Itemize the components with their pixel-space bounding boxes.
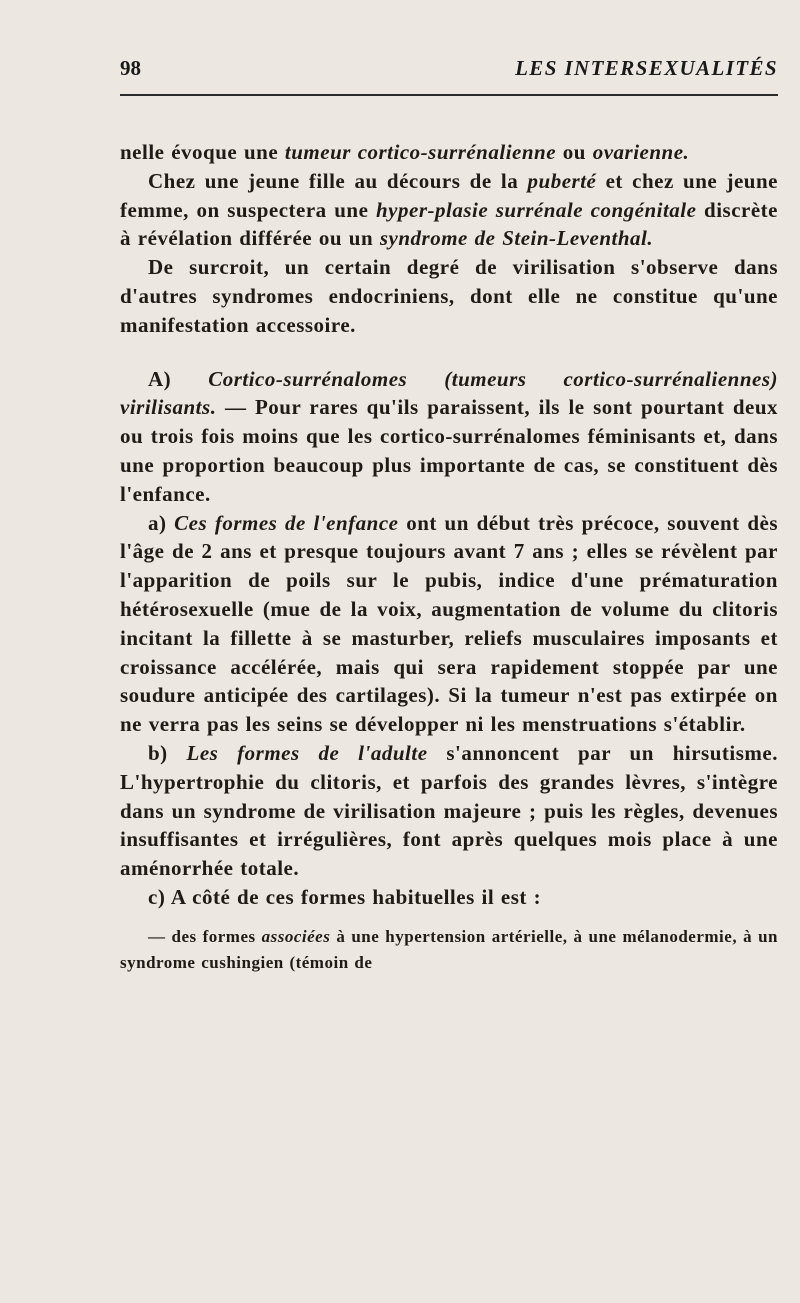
paragraph-item-c: c) A côté de ces formes habituelles il est :	[148, 884, 542, 909]
paragraph-item-a: a) Ces formes de l'enfance ont un début très précoce, souvent dès l'âge de 2 ans et presque toujours avant 7 ans ; elles se révèlent par l'apparition de poils sur le pubis, indice d'une prématuration hétérosexuelle (mue de la voix, augmentation de volume du clitoris incitant la fillette à se masturber, reliefs musculaires imposants et croissance accélérée, mais qui sera rapidement stoppée par une soudure anticipée des cartilages). Si la tumeur n'est pas extirpée on ne verra pas les seins se développer ni les menstruations s'établir.	[120, 510, 778, 737]
running-title: LES INTERSEXUALITÉS	[515, 56, 778, 80]
paragraph-1: nelle évoque une tumeur cortico-surrénalienne ou ovarienne.	[120, 140, 690, 164]
paragraph-item-b: b) Les formes de l'adulte s'annoncent par un hirsutisme. L'hypertrophie du clitoris, et parfois des grandes lèvres, s'intègre dans un syndrome de virilisation majeure ; puis les règles, devenues insuffisantes et irrégulières, font après quelques mois place à une aménorrhée totale.	[120, 740, 778, 881]
header-rule	[120, 94, 778, 96]
paragraph-2: Chez une jeune fille au décours de la puberté et chez une jeune femme, on suspectera une hyper-plasie surrénale congénitale discrète à révélation différée ou un syndrome de Stein-Leventhal.	[120, 168, 779, 251]
list-item: — des formes associées à une hypertension artérielle, à une mélanodermie, à un syndrome cushingien (témoin de	[120, 926, 778, 972]
small-print-list	[120, 924, 778, 976]
paragraph-section-a: A) Cortico-surrénalomes (tumeurs cortico-surrénaliennes) virilisants. — Pour rares qu'ils paraissent, ils le sont pourtant deux ou trois fois moins que les cortico-surrénalomes féminisants et, dans une proportion beaucoup plus importante de cas, se constituent dès l'enfance.	[120, 366, 778, 506]
page-number: 98	[120, 56, 141, 80]
paragraph-3: De surcroit, un certain degré de virilisation s'observe dans d'autres syndromes endocriniens, dont elle ne constitue qu'une manifestation accessoire.	[120, 255, 778, 337]
body-text	[120, 138, 778, 976]
page-header	[120, 56, 778, 81]
